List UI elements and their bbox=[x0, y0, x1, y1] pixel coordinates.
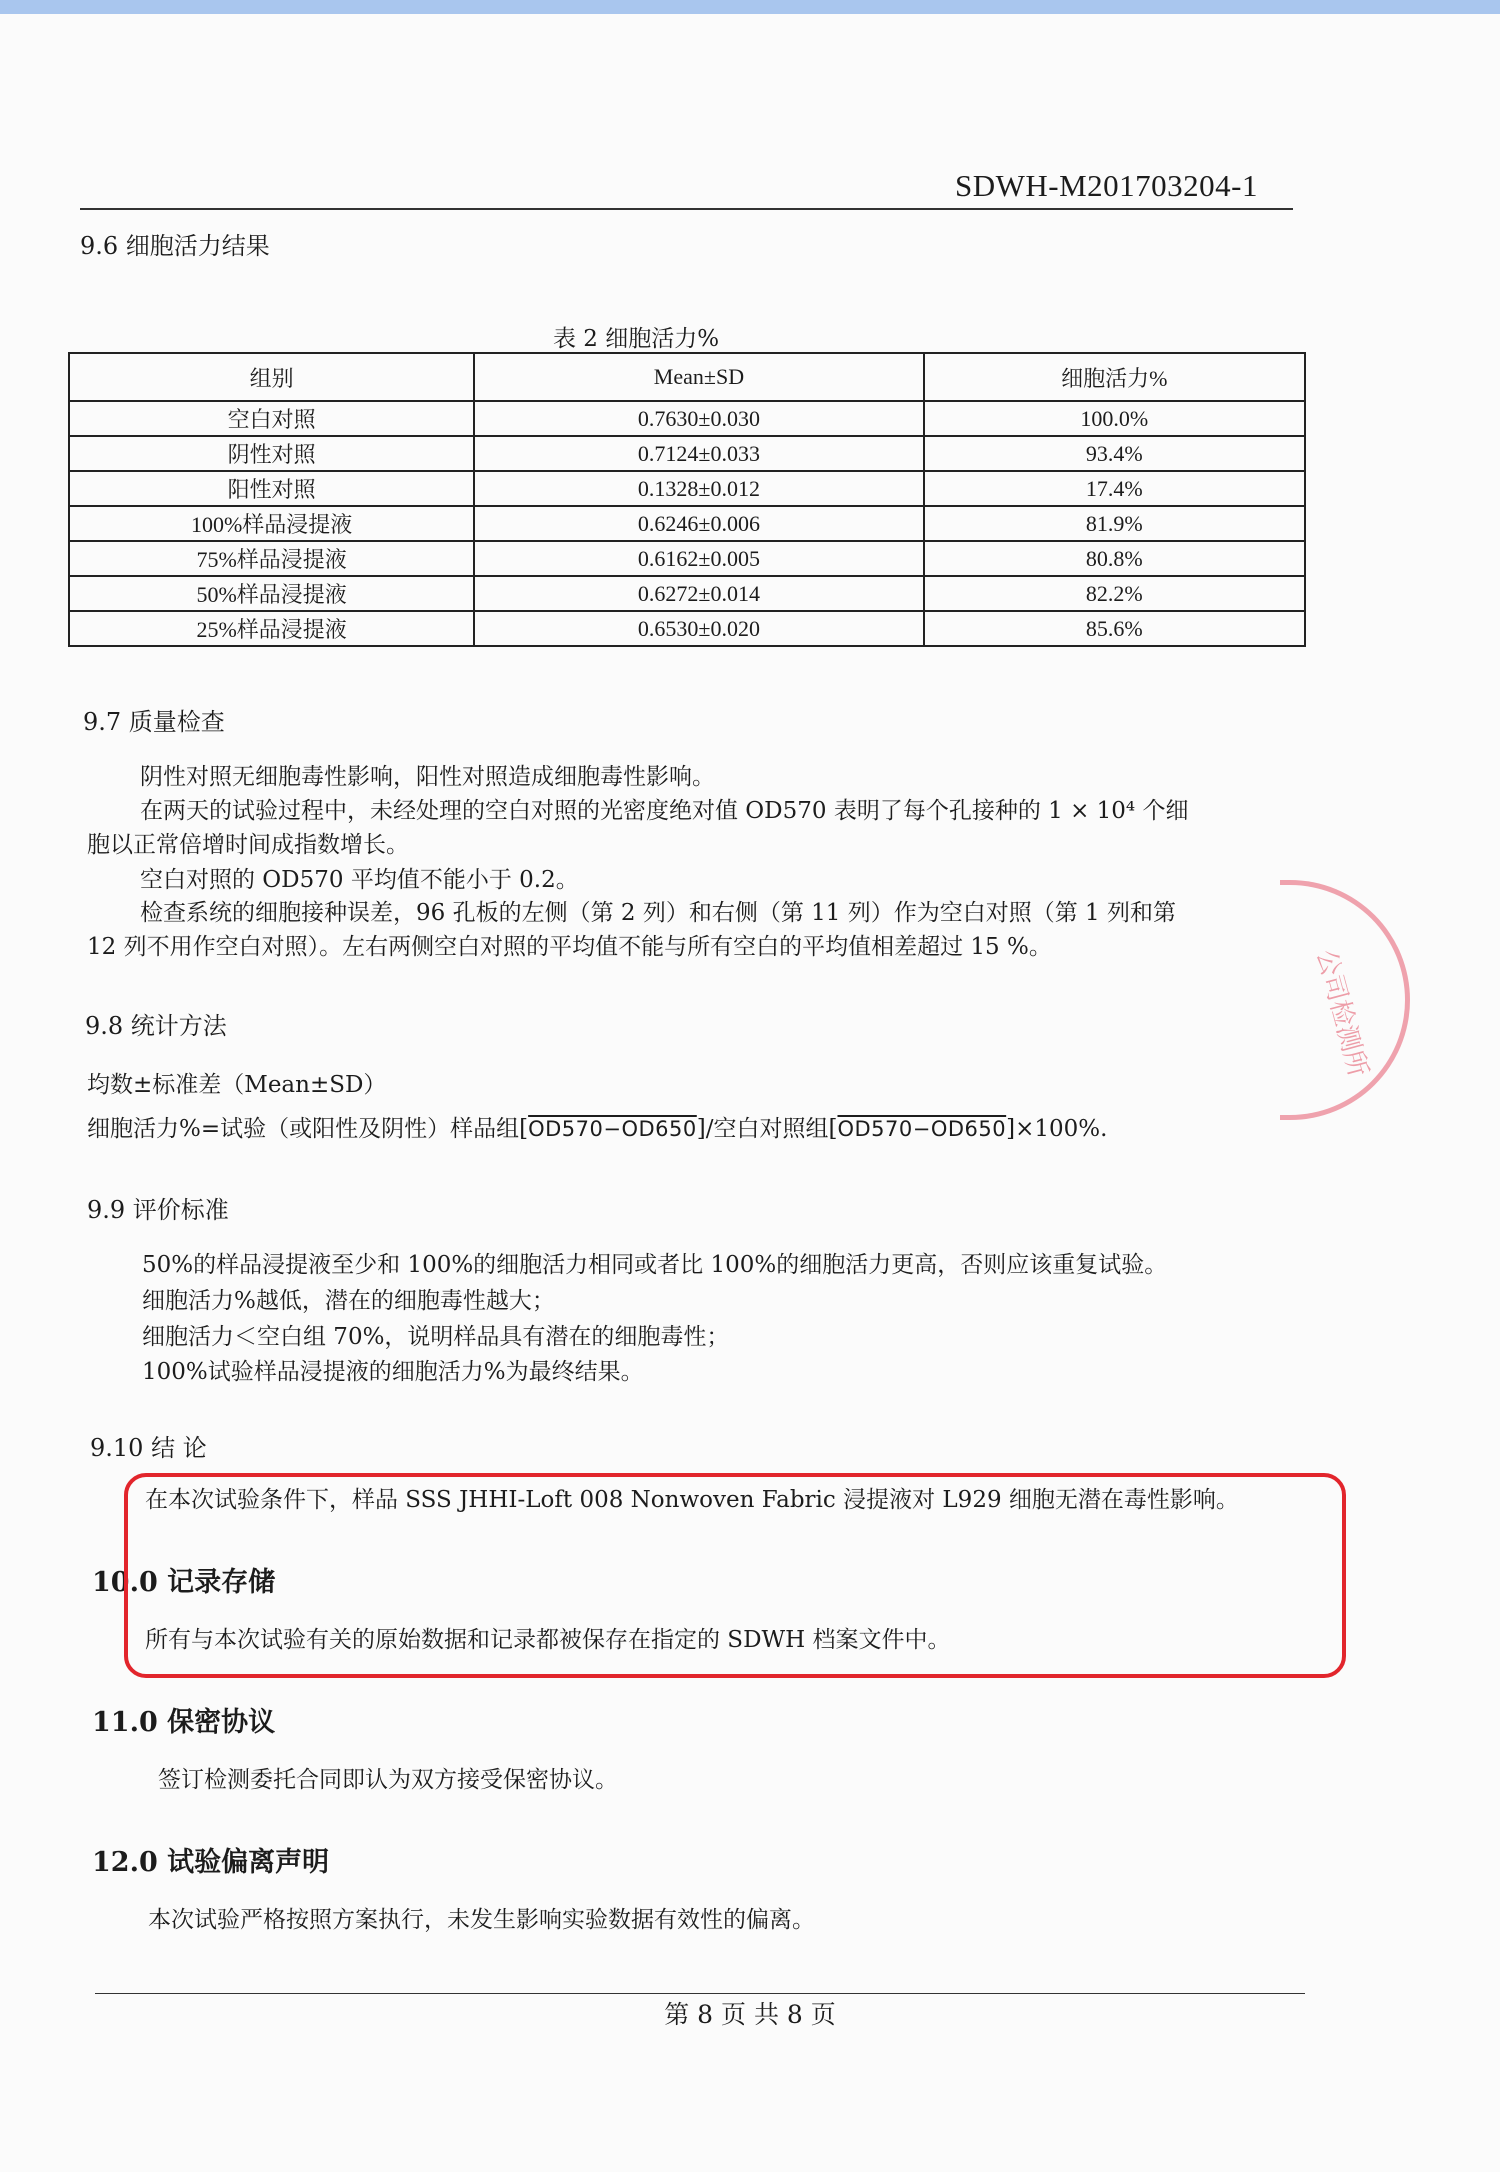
cell-group: 阳性对照 bbox=[69, 471, 474, 506]
section-heading-10-0: 10.0 记录存储 bbox=[92, 1567, 276, 1598]
quality-check-line-2a: 在两天的试验过程中，未经处理的空白对照的光密度绝对值 OD570 表明了每个孔接种的 1 × 10⁴ 个细 bbox=[140, 798, 1189, 824]
cell-viability: 85.6% bbox=[924, 611, 1305, 646]
section-heading-12-0: 12.0 试验偏离声明 bbox=[92, 1847, 330, 1878]
table-row bbox=[69, 401, 1305, 436]
quality-check-line-4a: 检查系统的细胞接种误差，96 孔板的左侧（第 2 列）和右侧（第 11 列）作为空白对照（第 1 列和第 bbox=[140, 900, 1176, 926]
table-row bbox=[69, 506, 1305, 541]
deviation-statement-text: 本次试验严格按照方案执行，未发生影响实验数据有效性的偏离。 bbox=[148, 1907, 815, 1933]
section-heading-9-6: 9.6 细胞活力结果 bbox=[80, 232, 270, 260]
statistics-line: 均数±标准差（Mean±SD） bbox=[87, 1072, 387, 1098]
cell-viability: 100.0% bbox=[924, 401, 1305, 436]
table-row bbox=[69, 471, 1305, 506]
document-id: SDWH-M201703204-1 bbox=[955, 168, 1258, 203]
records-storage-text: 所有与本次试验有关的原始数据和记录都被保存在指定的 SDWH 档案文件中。 bbox=[145, 1627, 951, 1653]
stamp-text: 公司检测所 bbox=[1310, 946, 1373, 1080]
cell-mean-sd: 0.1328±0.012 bbox=[474, 471, 923, 506]
formula-part-3: ]×100%. bbox=[1006, 1116, 1108, 1142]
cell-group: 25%样品浸提液 bbox=[69, 611, 474, 646]
section-heading-9-10: 9.10 结 论 bbox=[90, 1434, 207, 1462]
cell-viability: 17.4% bbox=[924, 471, 1305, 506]
cell-mean-sd: 0.6162±0.005 bbox=[474, 541, 923, 576]
formula-od-test: OD570−OD650 bbox=[528, 1117, 697, 1141]
section-heading-9-8: 9.8 统计方法 bbox=[85, 1012, 227, 1040]
criteria-line-3: 细胞活力＜空白组 70%，说明样品具有潜在的细胞毒性； bbox=[142, 1324, 730, 1350]
cell-viability: 80.8% bbox=[924, 541, 1305, 576]
cell-group: 75%样品浸提液 bbox=[69, 541, 474, 576]
section-heading-11-0: 11.0 保密协议 bbox=[92, 1707, 276, 1738]
cell-mean-sd: 0.6530±0.020 bbox=[474, 611, 923, 646]
table-row bbox=[69, 436, 1305, 471]
table-row bbox=[69, 541, 1305, 576]
formula-od-blank: OD570−OD650 bbox=[837, 1117, 1007, 1141]
table-caption: 表 2 细胞活力% bbox=[553, 326, 720, 352]
criteria-line-1: 50%的样品浸提液至少和 100%的细胞活力相同或者比 100%的细胞活力更高，否则应该重复试验。 bbox=[142, 1252, 1168, 1278]
quality-check-line-4b: 12 列不用作空白对照）。左右两侧空白对照的平均值不能与所有空白的平均值相差超过 15 %。 bbox=[87, 934, 1052, 960]
cell-group: 阴性对照 bbox=[69, 436, 474, 471]
table-row bbox=[69, 576, 1305, 611]
cell-mean-sd: 0.6272±0.014 bbox=[474, 576, 923, 611]
cell-group: 50%样品浸提液 bbox=[69, 576, 474, 611]
cell-group: 空白对照 bbox=[69, 401, 474, 436]
quality-check-line-1: 阴性对照无细胞毒性影响，阳性对照造成细胞毒性影响。 bbox=[140, 764, 715, 790]
column-header-group: 组别 bbox=[69, 353, 474, 401]
formula-part-1: 细胞活力%=试验（或阳性及阴性）样品组[ bbox=[87, 1116, 529, 1142]
table-row bbox=[69, 611, 1305, 646]
table-header-row bbox=[69, 353, 1305, 401]
footer-rule bbox=[95, 1993, 1305, 1994]
criteria-line-2: 细胞活力%越低，潜在的细胞毒性越大； bbox=[142, 1288, 555, 1314]
conclusion-text: 在本次试验条件下，样品 SSS JHHI-Loft 008 Nonwoven Fabric 浸提液对 L929 细胞无潜在毒性影响。 bbox=[145, 1487, 1239, 1513]
header-rule bbox=[80, 208, 1293, 210]
quality-check-line-2b: 胞以正常倍增时间成指数增长。 bbox=[87, 832, 409, 858]
cell-viability: 81.9% bbox=[924, 506, 1305, 541]
cell-group: 100%样品浸提液 bbox=[69, 506, 474, 541]
cell-viability: 82.2% bbox=[924, 576, 1305, 611]
cell-viability: 93.4% bbox=[924, 436, 1305, 471]
column-header-viability: 细胞活力% bbox=[924, 353, 1305, 401]
cell-viability-table bbox=[68, 352, 1306, 647]
cell-mean-sd: 0.7124±0.033 bbox=[474, 436, 923, 471]
section-heading-9-9: 9.9 评价标准 bbox=[87, 1196, 229, 1224]
viability-formula bbox=[87, 1110, 1107, 1143]
window-top-bar bbox=[0, 0, 1500, 14]
highlight-box bbox=[124, 1473, 1346, 1678]
section-heading-9-7: 9.7 质量检查 bbox=[83, 708, 225, 736]
confidentiality-text: 签订检测委托合同即认为双方接受保密协议。 bbox=[158, 1767, 618, 1793]
formula-part-2: ]/空白对照组[ bbox=[696, 1116, 838, 1142]
criteria-line-4: 100%试验样品浸提液的细胞活力%为最终结果。 bbox=[142, 1359, 644, 1385]
quality-check-line-3: 空白对照的 OD570 平均值不能小于 0.2。 bbox=[140, 867, 579, 893]
cell-mean-sd: 0.6246±0.006 bbox=[474, 506, 923, 541]
column-header-mean-sd: Mean±SD bbox=[474, 353, 923, 401]
page-footer: 第 8 页 共 8 页 bbox=[664, 2000, 836, 2029]
cell-mean-sd: 0.7630±0.030 bbox=[474, 401, 923, 436]
